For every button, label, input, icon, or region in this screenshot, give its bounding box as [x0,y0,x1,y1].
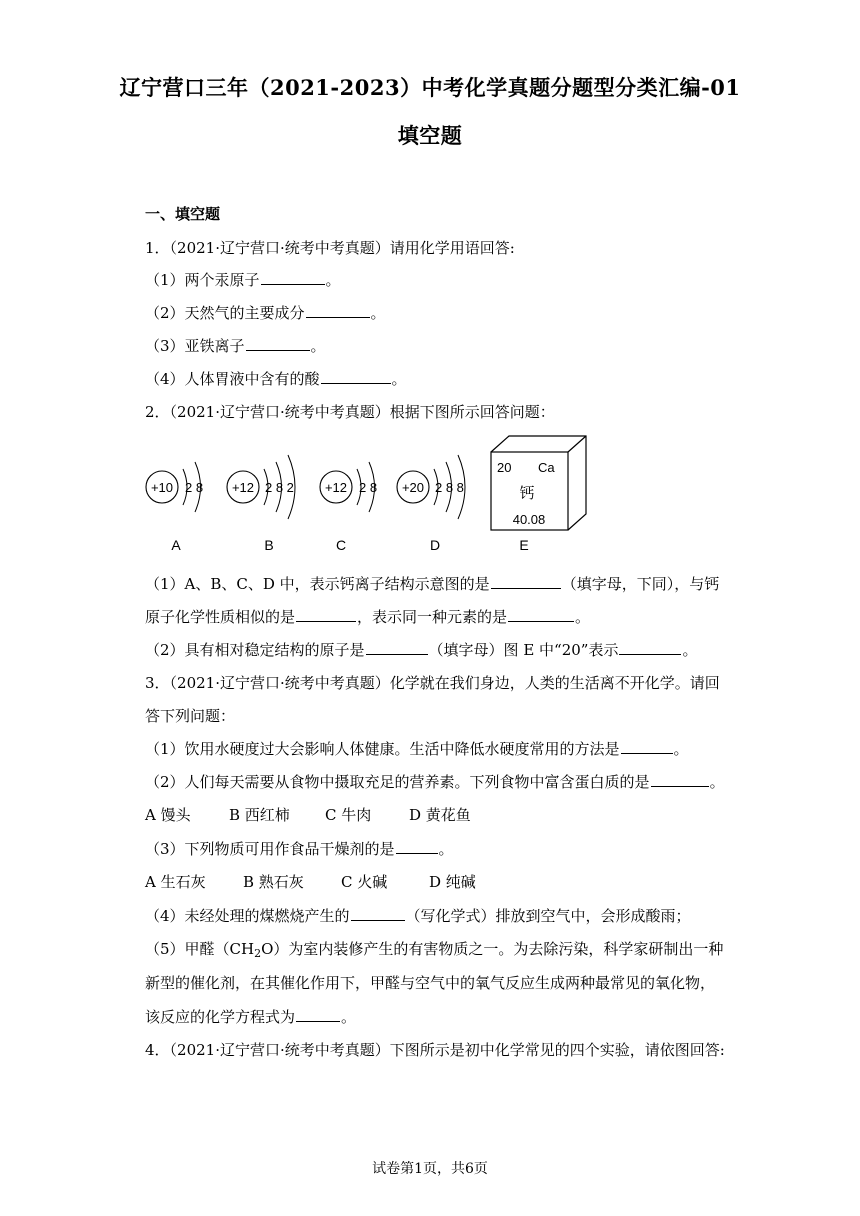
q2-part2 [145,639,697,660]
q3-blank5[interactable] [296,1007,340,1022]
q1-blank3[interactable] [246,336,310,351]
q2-part1-end: 。 [575,608,591,626]
element-atomic-number: 20 [497,460,512,475]
q3-part2-options [145,804,471,825]
atom-b-label: B [264,537,274,553]
atom-diagram-b [227,455,295,553]
atom-diagram-c [320,462,377,553]
q3-part5-text-b: O）为室内装修产生的有害物质之一。为去除污染，科学家研制出一种 [261,940,724,958]
q3-part3 [145,838,454,859]
q1-part2 [145,302,386,323]
q3-part3-text: （3）下列物质可用作食品干燥剂的是 [145,840,395,858]
q2-part1-text-a: （1）A、B、C、D 中，表示钙离子结构示意图的是 [145,575,490,593]
q2-part2-end: 。 [682,641,698,659]
atom-c-shells: 2 8 [359,480,378,495]
q2-blank5[interactable] [619,640,681,655]
q3-part2-option-a: A 馒头 [145,806,191,824]
q2-blank2[interactable] [296,607,356,622]
element-atomic-mass: 40.08 [512,512,546,527]
atom-diagram-a [146,462,203,553]
atom-d-nucleus: +20 [401,480,425,495]
q1-part1-text: （1）两个汞原子 [145,271,260,289]
q3-part5-text-d: 该反应的化学方程式为 [145,1008,296,1026]
q3-part2-text: （2）人们每天需要从食物中摄取充足的营养素。下列食物中富含蛋白质的是 [145,773,650,791]
element-card-e [491,436,586,553]
q3-part4 [145,905,691,926]
q2-part1-line2 [145,606,590,627]
atom-b-nucleus: +12 [231,480,255,495]
q2-part1-line1 [145,573,719,594]
q2-part1-text-d: ，表示同一种元素的是 [357,608,508,626]
q2-part1-text-c: 原子化学性质相似的是 [145,608,296,626]
q3-part3-options [145,871,476,892]
q3-stem-line2: 答下列问题： [145,707,236,725]
q1-blank4[interactable] [321,369,391,384]
q3-blank4[interactable] [351,906,405,921]
q3-blank2[interactable] [651,772,709,787]
atom-a-shells: 2 8 [185,480,204,495]
q1-blank1[interactable] [261,270,325,285]
q1-part4-end: 。 [391,370,407,388]
q4-stem: 4．（2021·辽宁营口·统考中考真题）下图所示是初中化学常见的四个实验，请依图回答: [145,1041,725,1059]
q2-part2-text-a: （2）具有相对稳定结构的原子是 [145,641,365,659]
q3-part1-text: （1）饮用水硬度过大会影响人体健康。生活中降低水硬度常用的方法是 [145,740,620,758]
q3-part5-line1 [145,938,723,960]
atom-b-shells: 2 8 2 [265,480,294,495]
q3-part4-text-a: （4）未经处理的煤燃烧产生的 [145,907,350,925]
element-card-label: E [519,537,529,553]
q1-part4-text: （4）人体胃液中含有的酸 [145,370,320,388]
q3-part5-text-a: （5）甲醛（CH [145,940,255,958]
q2-part1-text-b: （填字母，下同），与钙 [561,575,720,593]
atom-a-label: A [171,537,181,553]
q1-blank2[interactable] [306,303,370,318]
q3-stem-line1: 3．（2021·辽宁营口·统考中考真题）化学就在我们身边，人类的生活离不开化学。请回 [145,674,720,692]
q1-part3-end: 。 [310,337,326,355]
element-name: 钙 [519,484,535,502]
q3-blank1[interactable] [621,739,673,754]
atomic-structure-figure [143,432,603,557]
q1-part2-text: （2）天然气的主要成分 [145,304,305,322]
q1-part3-text: （3）亚铁离子 [145,337,245,355]
q3-part5-line2: 新型的催化剂，在其催化作用下，甲醛与空气中的氧气反应生成两种最常见的氧化物， [145,974,716,992]
element-symbol: Ca [538,460,555,475]
atom-c-label: C [335,537,347,553]
q3-part2-option-d: D 黄花鱼 [409,806,471,824]
q3-part3-option-a: A 生石灰 [145,873,206,891]
q3-part5-end: 。 [341,1008,357,1026]
q3-part3-option-c: C 火碱 [341,873,388,891]
q2-stem: 2．（2021·辽宁营口·统考中考真题）根据下图所示回答问题： [145,403,555,421]
section-heading: 一、填空题 [145,205,221,223]
q1-part3 [145,335,326,356]
q3-part3-end: 。 [438,840,454,858]
q3-part3-option-d: D 纯碱 [429,873,476,891]
q3-part5-line3 [145,1006,356,1027]
q3-blank3[interactable] [396,839,438,854]
q2-blank3[interactable] [508,607,574,622]
atom-d-label: D [429,537,441,553]
q3-part5-subscript: 2 [254,947,262,960]
q1-stem: 1．（2021·辽宁营口·统考中考真题）请用化学用语回答: [145,239,515,257]
q2-part2-text-b: （填字母）图 E 中“20”表示 [428,641,619,659]
atom-diagram-d [397,455,465,553]
atom-c-nucleus: +12 [324,480,348,495]
q1-part1 [145,269,341,290]
document-title-line2: 填空题 [397,123,463,148]
q2-blank4[interactable] [366,640,428,655]
q3-part2-option-c: C 牛肉 [325,806,372,824]
q1-part2-end: 。 [370,304,386,322]
q3-part2 [145,771,725,792]
q1-part1-end: 。 [325,271,341,289]
q2-blank1[interactable] [491,574,561,589]
atom-a-nucleus: +10 [150,480,174,495]
q3-part1-end: 。 [673,740,689,758]
page-footer: 试卷第1页，共6页 [372,1161,488,1177]
q3-part3-option-b: B 熟石灰 [243,873,304,891]
q3-part2-end: 。 [709,773,725,791]
q1-part4 [145,368,407,389]
q3-part1 [145,738,689,759]
atom-d-shells: 2 8 8 [435,480,464,495]
q3-part4-text-b: （写化学式）排放到空气中，会形成酸雨； [405,907,691,925]
document-title-line1: 辽宁营口三年（2021-2023）中考化学真题分题型分类汇编-01 [119,75,741,100]
q3-part2-option-b: B 西红柿 [229,806,290,824]
